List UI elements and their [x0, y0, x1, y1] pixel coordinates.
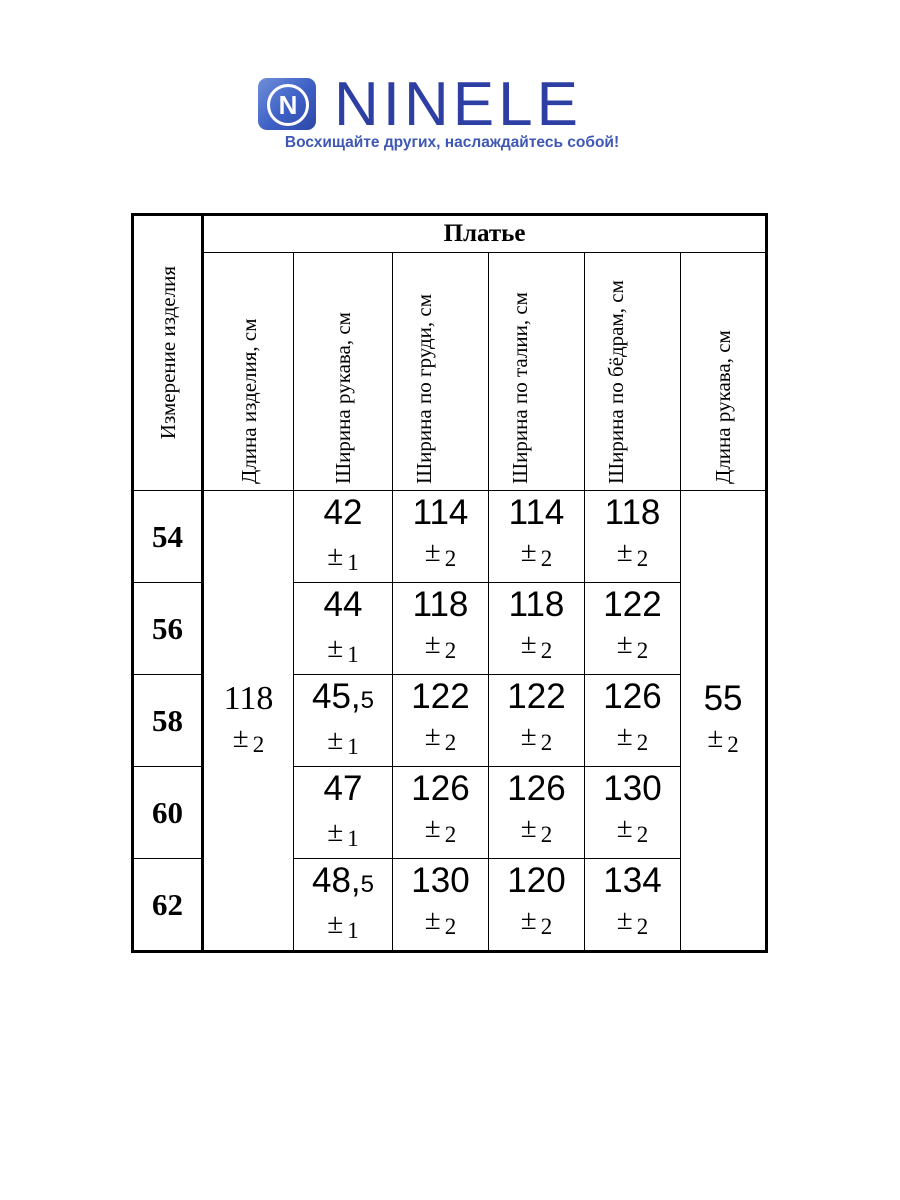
hips-cell: 118 ± 2	[585, 491, 681, 583]
chest-cell: 130 ± 2	[393, 859, 489, 952]
waist-cell: 114 ± 2	[489, 491, 585, 583]
table-row	[133, 491, 767, 583]
chest-cell: 114 ± 2	[393, 491, 489, 583]
chest-cell: 126 ± 2	[393, 767, 489, 859]
size-label: 60	[133, 767, 203, 859]
column-header: Ширина рукава, см	[294, 253, 393, 491]
row-header-cell	[133, 215, 203, 491]
size-label: 56	[133, 583, 203, 675]
row-header-label: Измерение изделия	[155, 266, 180, 440]
brand-tagline: Восхищайте других, наслаждайтесь собой!	[284, 134, 620, 151]
brand-logo	[256, 70, 656, 164]
hips-cell: 126 ± 2	[585, 675, 681, 767]
hips-cell: 130 ± 2	[585, 767, 681, 859]
sleeve-width-cell: 45,5 ± 1	[294, 675, 393, 767]
waist-cell: 122 ± 2	[489, 675, 585, 767]
size-label: 62	[133, 859, 203, 952]
chest-cell: 122 ± 2	[393, 675, 489, 767]
column-header: Ширина по груди, см	[393, 253, 489, 491]
hips-cell: 134 ± 2	[585, 859, 681, 952]
hips-cell: 122 ± 2	[585, 583, 681, 675]
size-label: 54	[133, 491, 203, 583]
size-label: 58	[133, 675, 203, 767]
waist-cell: 118 ± 2	[489, 583, 585, 675]
brand-name: NINELE	[334, 70, 582, 139]
sleeve-width-cell: 44 ± 1	[294, 583, 393, 675]
sleeve-width-cell: 48,5 ± 1	[294, 859, 393, 952]
column-header: Длина рукава, см	[681, 253, 767, 491]
column-header: Длина изделия, см	[203, 253, 294, 491]
chest-cell: 118 ± 2	[393, 583, 489, 675]
column-header: Ширина по бёдрам, см	[585, 253, 681, 491]
table-title: Платье	[203, 215, 767, 253]
sleeve-width-cell: 47 ± 1	[294, 767, 393, 859]
length-cell: 118 ± 2	[203, 491, 294, 952]
waist-cell: 120 ± 2	[489, 859, 585, 952]
size-table	[131, 213, 768, 953]
brand-mark-icon: N	[258, 78, 316, 130]
sleeve-width-cell: 42 ± 1	[294, 491, 393, 583]
waist-cell: 126 ± 2	[489, 767, 585, 859]
sleeve-length-cell: 55 ± 2	[681, 491, 767, 952]
column-header: Ширина по талии, см	[489, 253, 585, 491]
